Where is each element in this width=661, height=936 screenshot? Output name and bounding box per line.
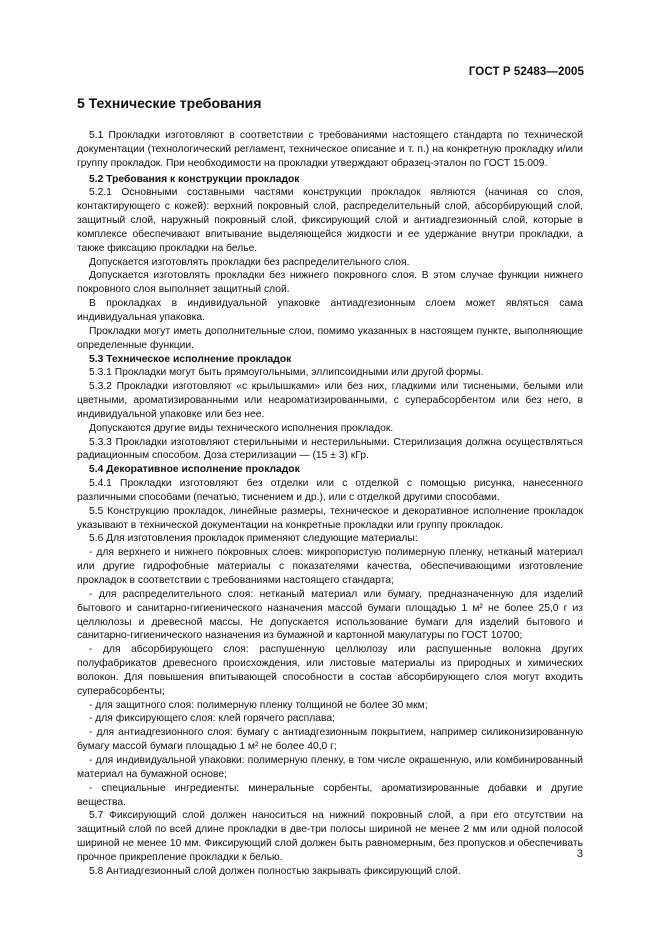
paragraph: 5.4.1 Прокладки изготовляют без отделки или с отделкой с помощью рисунка, нанесенного различными способами (печатью, тиснением и др.), или с отделкой другими способами.	[77, 478, 583, 503]
list-item: - для индивидуальной упаковки: полимерную пленку, в том числе окрашенную, или комбинированный материал на бумажной основе;	[77, 754, 583, 780]
paragraph: В прокладках в индивидуальной упаковке антиадгезионным слоем может являться сама индивидуальная упаковка.	[77, 298, 583, 323]
list-item: - специальные ингредиенты: минеральные сорбенты, ароматизированные добавки и другие вещества.	[77, 782, 583, 808]
paragraph: 5.5 Конструкцию прокладок, линейные размеры, техническое и декоративное исполнение прокладок указывают в технической документации на конкретные прокладки или группу прокладок.	[77, 505, 583, 531]
page-number: 3	[576, 848, 583, 860]
list-item: - для антиадгезионного слоя: бумагу с антиадгезионным покрытием, например силиконизированную бумагу массой бумаги площадью 1 м² не более 40,0 г;	[77, 727, 583, 753]
paragraph: 5.6 Для изготовления прокладок применяют следующие материалы:	[89, 533, 418, 545]
paragraph: 5.8 Антиадгезионный слой должен полностью закрывать фиксирующий слой.	[89, 865, 461, 877]
paragraph: Прокладки могут иметь дополнительные слои, помимо указанных в настоящем пункте, выполняющие определенные функции.	[77, 325, 583, 351]
paragraph: 5.7 Фиксирующий слой должен наноситься на нижний покровный слой, а при его отсутствии на защитный слой по всей длине прокладки в две-три полосы шириной не менее 2 мм или одной полосой шириной не менее 10 мм. Фиксирующий слой должен быть равномерным, без пропусков и обеспечивать прочное прикрепление прокладки к белью.	[77, 810, 583, 863]
list-item: - для распределительного слоя: нетканый материал или бумагу, предназначенную для изделий бытового и санитарно-гигиенического назначения массой бумаги площадью 1 м² не более 25,0 г из целлюлозы и древесной массы. Не допускается использование бумаги для изделий бытового и санитарно-гигиенического назначения из бумажной и картонной макулатуры по ГОСТ 10700;	[77, 588, 583, 642]
list-item: - для защитного слоя: полимерную пленку толщиной не более 30 мкм;	[89, 699, 428, 711]
document-header: ГОСТ Р 52483—2005	[468, 66, 584, 78]
subsection-heading: 5.4 Декоративное исполнение прокладок	[89, 464, 300, 476]
paragraph: 5.2.1 Основными составными частями конструкции прокладок являются (начиная со слоя, контактирующего с кожей): верхний покровный слой, распределительный слой, абсорбирующий слой, защитный слой, наружный покровный слой, фиксирующий слой и антиадгезионный слой, которые в комплексе обеспечивают впитывание выделяющейся жидкости и ее удержание внутри прокладки, а также фиксацию прокладки на белье.	[77, 187, 583, 254]
paragraph: 5.3.1 Прокладки могут быть прямоугольными, эллипсоидными или другой формы.	[89, 367, 484, 379]
list-item: - для фиксирующего слоя: клей горячего расплава;	[89, 713, 335, 725]
subsection-heading: 5.2 Требования к конструкции прокладок	[89, 173, 300, 185]
list-item: - для абсорбирующего слоя: распушенную целлюлозу или распушенные волокна других полуфабрикатов древесного происхождения, или листовые материалы из природных и химических волокон. Для повышения впитывающей способности в состав абсорбирующего слоя могут входить суперабсорбенты;	[77, 644, 583, 697]
document-body	[77, 129, 583, 879]
paragraph: 5.3.2 Прокладки изготовляют «с крылышками» или без них, гладкими или тиснеными, белыми или цветными, ароматизированными или неароматизированными, с суперабсорбентом или без него, в индивидуальной упаковке или без нее.	[77, 381, 583, 420]
section-title: 5 Технические требования	[77, 95, 262, 111]
paragraph: 5.3.3 Прокладки изготовляют стерильными и нестерильными. Стерилизация должна осуществляться радиационным способом. Доза стерилизации — (15 ± 3) кГр.	[77, 436, 583, 462]
list-item: - для верхнего и нижнего покровных слоев: микропористую полимерную пленку, нетканый материал или другие гидрофобные материалы с показателями качества, обеспечивающими изготовление прокладок в соответствии с требованиями настоящего стандарта;	[77, 547, 583, 586]
paragraph: Допускается изготовлять прокладки без нижнего покровного слоя. В этом случае функции нижнего покровного слоя выполняет защитный слой.	[77, 270, 583, 296]
paragraph: Допускаются другие виды технического исполнения прокладок.	[89, 422, 394, 434]
subsection-heading: 5.3 Техническое исполнение прокладок	[89, 353, 292, 365]
paragraph: 5.1 Прокладки изготовляют в соответствии с требованиями настоящего стандарта по технической документации (технологический регламент, техническое описание и т. п.) на конкретную прокладку и/или группу прокладок. При необходимости на прокладки утверждают образец-эталон по ГОСТ 15.009.	[77, 130, 583, 169]
paragraph: Допускается изготовлять прокладки без распределительного слоя.	[89, 256, 410, 268]
